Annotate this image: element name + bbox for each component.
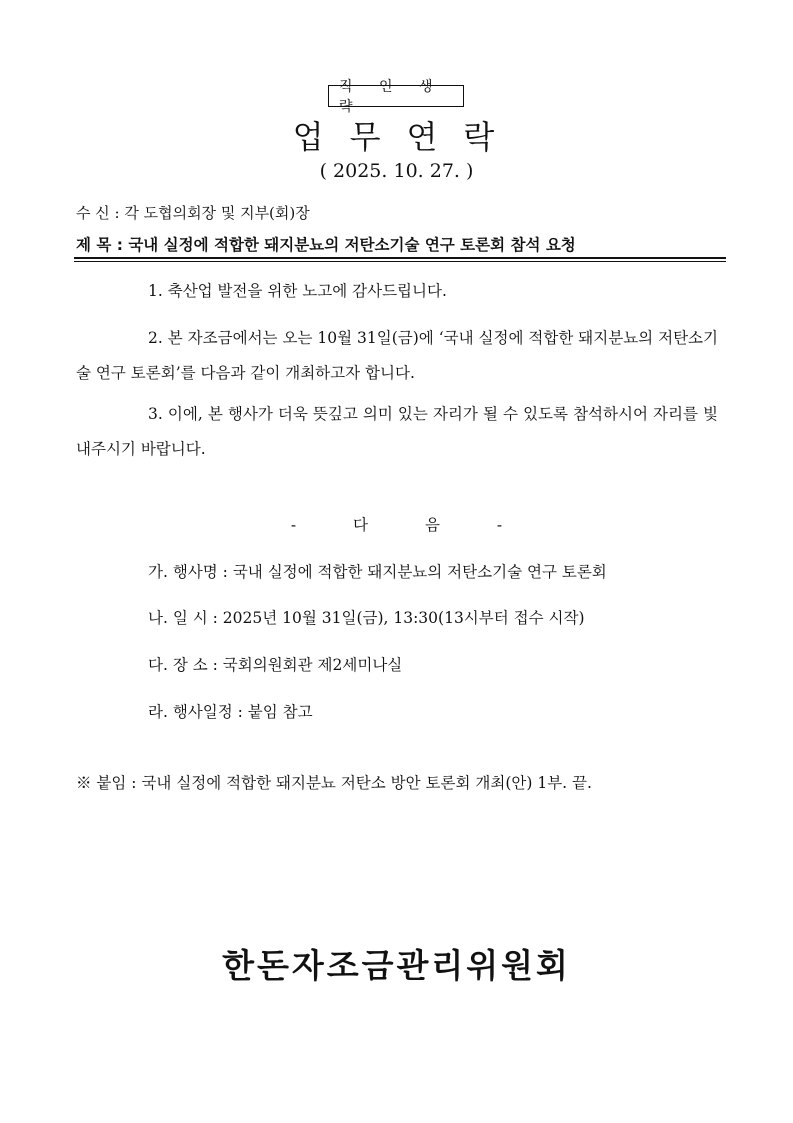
body-paragraph-3: 3. 이에, 본 행사가 더욱 뜻깊고 의미 있는 자리가 될 수 있도록 참석하시어 자리를 빛내주시기 바랍니다. xyxy=(76,405,718,458)
recipient-line: 수 신 : 각 도협의회장 및 지부(회)장 xyxy=(76,204,310,222)
subject-divider-thick xyxy=(74,257,726,259)
subject-divider-thin xyxy=(74,261,726,262)
detail-item-event-name: 가. 행사명 : 국내 실정에 적합한 돼지분뇨의 저탄소기술 연구 토론회 xyxy=(148,563,607,581)
body-paragraph-2: 2. 본 자조금에서는 오는 10월 31일(금)에 ‘국내 실정에 적합한 돼지분뇨의 저탄소기술 연구 토론회’를 다음과 같이 개최하고자 합니다. xyxy=(76,329,718,382)
seal-omitted-box: 직 인 생 략 xyxy=(328,85,464,107)
detail-item-datetime: 나. 일 시 : 2025년 10월 31일(금), 13:30(13시부터 접수 시작) xyxy=(148,609,585,627)
body-paragraph-1: 1. 축산업 발전을 위한 노고에 감사드립니다. xyxy=(148,282,447,300)
notice-heading: - 다 음 - xyxy=(290,516,529,534)
document-date: ( 2025. 10. 27. ) xyxy=(319,160,474,182)
issuer-name: 한돈자조금관리위원회 xyxy=(222,946,571,985)
detail-item-venue: 다. 장 소 : 국회의원회관 제2세미나실 xyxy=(148,656,403,674)
subject-line: 제 목 : 국내 실정에 적합한 돼지분뇨의 저탄소기술 연구 토론회 참석 요청 xyxy=(76,236,576,254)
detail-item-schedule: 라. 행사일정 : 붙임 참고 xyxy=(148,703,313,721)
document-title: 업무연락 xyxy=(292,118,521,156)
attachment-note: ※ 붙임 : 국내 실정에 적합한 돼지분뇨 저탄소 방안 토론회 개최(안) 1부. 끝. xyxy=(76,774,592,792)
